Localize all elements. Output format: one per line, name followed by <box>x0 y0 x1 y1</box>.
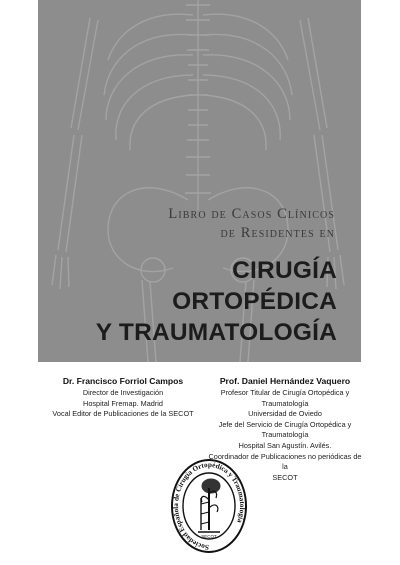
author-affiliation: Director de Investigación <box>82 388 164 397</box>
author-affiliation: Jefe del Servicio de Cirugía Ortopédica y <box>218 419 352 429</box>
title-line-2: ORTOPÉDICA <box>172 288 337 315</box>
author-affiliation: Coordinador de Publicaciones no periódicas de la <box>208 451 362 472</box>
author-name: Dr. Francisco Forriol Campos <box>62 376 184 386</box>
title-line-1: CIRUGÍA <box>232 257 337 284</box>
author-affiliation: Universidad de Oviedo <box>248 409 322 419</box>
cover-panel <box>38 0 361 362</box>
book-subtitle <box>168 205 335 243</box>
title-line-3: Y TRAUMATOLOGÍA <box>95 319 337 346</box>
author-affiliation: Vocal Editor de Publicaciones de la SECOT <box>52 409 194 419</box>
seal-ring-text: Sociedad Española de Cirugía Ortopédica y Traumatología <box>172 460 247 552</box>
secot-seal-logo <box>170 458 248 555</box>
author-name: Prof. Daniel Hernández Vaquero <box>219 376 351 386</box>
author-affiliation: Hospital Fremap. Madrid <box>83 398 163 408</box>
tree-of-andry-icon <box>198 479 220 532</box>
author-affiliation: Profesor Titular de Cirugía Ortopédica y Traumatología <box>220 388 350 408</box>
book-title <box>96 255 337 348</box>
author-affiliation: Hospital San Agustín. Avilés. <box>238 440 332 450</box>
author-affiliation: SECOT <box>272 472 298 482</box>
author-block-forriol <box>44 376 202 420</box>
seal-center-text: SECOT <box>201 534 217 539</box>
author-affiliation: Traumatología <box>261 430 309 440</box>
subtitle-line-2: de Residentes en <box>220 225 335 241</box>
subtitle-line-1: Libro de Casos Clínicos <box>168 206 335 222</box>
